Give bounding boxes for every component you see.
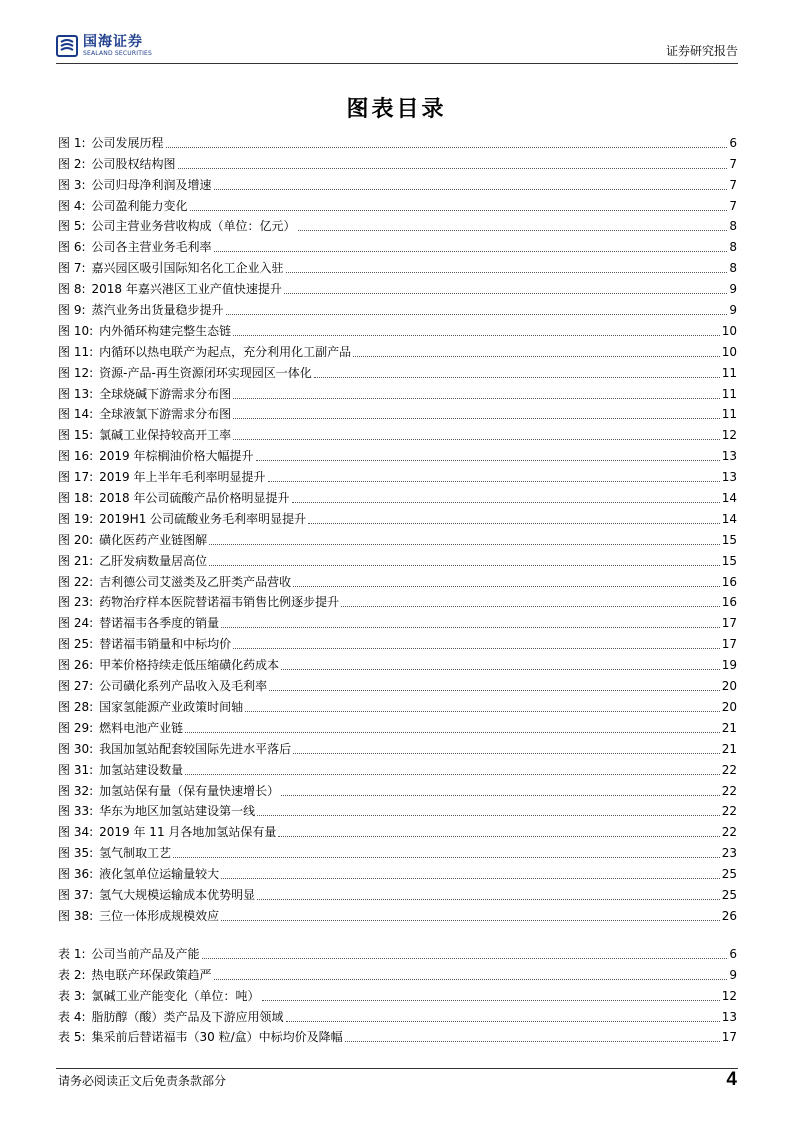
entry-label: 图 24: [58, 616, 94, 631]
figure-toc-entry[interactable] [58, 255, 737, 276]
entry-label: 图 10: [58, 323, 94, 338]
dot-leader [257, 899, 720, 900]
entry-label: 图 20: [58, 532, 94, 547]
entry-label: 图 31: [58, 762, 94, 777]
entry-title: 公司各主营业务毛利率 [91, 240, 212, 255]
footer-divider [56, 1068, 738, 1069]
entry-label: 表 5: [58, 1030, 86, 1045]
entry-page-number: 22 [721, 762, 737, 777]
entry-label: 表 4: [58, 1009, 86, 1024]
entry-page-number: 8 [729, 219, 737, 234]
dot-leader [281, 795, 720, 796]
figure-toc-entry[interactable] [58, 130, 737, 151]
entry-label: 图 2: [58, 156, 86, 171]
entry-label: 图 29: [58, 720, 94, 735]
entry-title: 全球烧碱下游需求分布图 [99, 386, 232, 401]
entry-page-number: 26 [721, 908, 737, 923]
header-divider [56, 63, 738, 64]
entry-title: 燃料电池产业链 [99, 720, 184, 735]
entry-title: 三位一体形成规模效应 [99, 908, 220, 923]
entry-label: 图 11: [58, 344, 94, 359]
entry-label: 图 3: [58, 177, 86, 192]
entry-title: 乙肝发病数量居高位 [99, 553, 208, 568]
entry-title: 氯碱工业产能变化（单位：吨） [91, 988, 260, 1003]
dot-leader [284, 293, 728, 294]
dot-leader [286, 1021, 720, 1022]
entry-label: 图 8: [58, 282, 86, 297]
entry-label: 图 9: [58, 303, 86, 318]
entry-page-number: 15 [721, 553, 737, 568]
figure-toc-entry[interactable] [58, 590, 737, 611]
entry-label: 图 35: [58, 846, 94, 861]
figure-toc-entry[interactable] [58, 339, 737, 360]
dot-leader [268, 481, 720, 482]
dot-leader [269, 690, 720, 691]
dot-leader [214, 251, 728, 252]
brand-logo [56, 34, 152, 58]
figure-toc-entry[interactable] [58, 819, 737, 840]
entry-title: 2018 年嘉兴港区工业产值快速提升 [91, 282, 282, 297]
entry-page-number: 9 [729, 282, 737, 297]
dot-leader [278, 836, 719, 837]
entry-label: 图 28: [58, 699, 94, 714]
figure-toc-entry[interactable] [58, 381, 737, 402]
figure-toc-entry[interactable] [58, 694, 737, 715]
entry-page-number: 13 [721, 470, 737, 485]
figure-toc-entry[interactable] [58, 736, 737, 757]
entry-label: 图 34: [58, 825, 94, 840]
dot-leader [209, 544, 720, 545]
entry-label: 图 37: [58, 887, 94, 902]
entry-title: 公司当前产品及产能 [91, 946, 200, 961]
entry-page-number: 8 [729, 261, 737, 276]
figure-toc-entry[interactable] [58, 882, 737, 903]
figure-toc-entry[interactable] [58, 569, 737, 590]
table-index-list [58, 941, 737, 1045]
entry-label: 图 1: [58, 135, 86, 150]
entry-label: 图 5: [58, 219, 86, 234]
figure-toc-entry[interactable] [58, 757, 737, 778]
entry-title: 氢气制取工艺 [99, 846, 172, 861]
entry-title: 内外循环构建完整生态链 [99, 323, 232, 338]
figure-index-list [58, 130, 737, 924]
entry-label: 图 23: [58, 595, 94, 610]
entry-page-number: 20 [721, 679, 737, 694]
entry-label: 图 26: [58, 658, 94, 673]
entry-page-number: 6 [729, 135, 737, 150]
entry-label: 图 33: [58, 804, 94, 819]
entry-label: 表 3: [58, 988, 86, 1003]
entry-label: 图 16: [58, 449, 94, 464]
dot-leader [293, 753, 720, 754]
entry-title: 我国加氢站配套较国际先进水平落后 [99, 741, 292, 756]
entry-label: 图 6: [58, 240, 86, 255]
entry-page-number: 21 [721, 720, 737, 735]
entry-title: 吉利德公司艾滋类及乙肝类产品营收 [99, 574, 292, 589]
entry-title: 华东为地区加氢站建设第一线 [99, 804, 256, 819]
entry-page-number: 11 [721, 407, 737, 422]
entry-title: 药物治疗样本医院替诺福韦销售比例逐步提升 [99, 595, 340, 610]
entry-label: 图 19: [58, 511, 94, 526]
dot-leader [245, 711, 720, 712]
entry-label: 图 4: [58, 198, 86, 213]
entry-title: 替诺福韦各季度的销量 [99, 616, 220, 631]
figure-toc-entry[interactable] [58, 297, 737, 318]
entry-label: 图 13: [58, 386, 94, 401]
entry-page-number: 17 [721, 1030, 737, 1045]
entry-title: 全球液氯下游需求分布图 [99, 407, 232, 422]
dot-leader [233, 648, 720, 649]
entry-page-number: 17 [721, 637, 737, 652]
figure-toc-entry[interactable] [58, 778, 737, 799]
entry-label: 图 21: [58, 553, 94, 568]
entry-page-number: 22 [721, 783, 737, 798]
dot-leader [233, 439, 720, 440]
entry-page-number: 25 [721, 867, 737, 882]
entry-title: 2019 年 11 月各地加氢站保有量 [99, 825, 277, 840]
dot-leader [308, 523, 720, 524]
entry-label: 图 27: [58, 679, 94, 694]
entry-title: 2018 年公司硫酸产品价格明显提升 [99, 491, 290, 506]
dot-leader [341, 606, 720, 607]
dot-leader [298, 230, 728, 231]
dot-leader [209, 565, 720, 566]
figure-toc-entry[interactable] [58, 443, 737, 464]
dot-leader [214, 979, 728, 980]
entry-title: 2019 年上半年毛利率明显提升 [99, 470, 266, 485]
entry-title: 资源-产品-再生资源闭环实现园区一体化 [99, 365, 312, 380]
figure-toc-entry[interactable] [58, 903, 737, 924]
dot-leader [214, 189, 728, 190]
figure-toc-entry[interactable] [58, 234, 737, 255]
entry-title: 磺化医药产业链图解 [99, 532, 208, 547]
figure-toc-entry[interactable] [58, 276, 737, 297]
entry-title: 氢气大规模运输成本优势明显 [99, 887, 256, 902]
figure-toc-entry[interactable] [58, 193, 737, 214]
entry-page-number: 12 [721, 428, 737, 443]
entry-title: 集采前后替诺福韦（30 粒/盒）中标均价及降幅 [91, 1030, 343, 1045]
entry-page-number: 6 [729, 946, 737, 961]
figure-toc-entry[interactable] [58, 464, 737, 485]
entry-page-number: 11 [721, 386, 737, 401]
entry-page-number: 22 [721, 804, 737, 819]
entry-label: 图 25: [58, 637, 94, 652]
entry-page-number: 13 [721, 449, 737, 464]
entry-label: 表 2: [58, 967, 86, 982]
figure-toc-entry[interactable] [58, 172, 737, 193]
entry-title: 脂肪醇（酸）类产品及下游应用领域 [91, 1009, 284, 1024]
entry-page-number: 17 [721, 616, 737, 631]
table-toc-entry[interactable] [58, 941, 737, 962]
figure-toc-entry[interactable] [58, 151, 737, 172]
dot-leader [185, 774, 720, 775]
entry-page-number: 7 [729, 177, 737, 192]
entry-page-number: 7 [729, 156, 737, 171]
entry-page-number: 19 [721, 658, 737, 673]
dot-leader [262, 1000, 720, 1001]
entry-page-number: 23 [721, 846, 737, 861]
entry-title: 公司盈利能力变化 [91, 198, 188, 213]
figure-toc-entry[interactable] [58, 840, 737, 861]
entry-title: 公司磺化系列产品收入及毛利率 [99, 679, 268, 694]
entry-title: 嘉兴园区吸引国际知名化工企业入驻 [91, 261, 284, 276]
table-toc-entry[interactable] [58, 1025, 737, 1046]
figure-toc-entry[interactable] [58, 652, 737, 673]
figure-toc-entry[interactable] [58, 360, 737, 381]
dot-leader [185, 732, 720, 733]
table-toc-entry[interactable] [58, 983, 737, 1004]
figure-toc-entry[interactable] [58, 799, 737, 820]
figure-toc-entry[interactable] [58, 715, 737, 736]
figure-toc-entry[interactable] [58, 527, 737, 548]
entry-page-number: 16 [721, 595, 737, 610]
entry-label: 图 30: [58, 741, 94, 756]
entry-title: 公司发展历程 [91, 135, 164, 150]
entry-page-number: 11 [721, 365, 737, 380]
dot-leader [190, 210, 728, 211]
table-toc-entry[interactable] [58, 1004, 737, 1025]
dot-leader [221, 920, 720, 921]
dot-leader [173, 857, 720, 858]
entry-page-number: 14 [721, 511, 737, 526]
footer-disclaimer: 请务必阅读正文后免责条款部分 [58, 1074, 227, 1088]
page-title: 图表目录 [346, 97, 447, 122]
entry-title: 国家氢能源产业政策时间轴 [99, 699, 244, 714]
brand-name-cn: 国海证券 [83, 34, 143, 50]
dot-leader [233, 398, 720, 399]
entry-page-number: 14 [721, 491, 737, 506]
page-header [56, 34, 738, 64]
entry-page-number: 20 [721, 699, 737, 714]
entry-label: 图 14: [58, 407, 94, 422]
entry-label: 图 7: [58, 261, 86, 276]
entry-label: 图 17: [58, 470, 94, 485]
entry-label: 图 22: [58, 574, 94, 589]
entry-title: 2019 年棕榈油价格大幅提升 [99, 449, 254, 464]
entry-title: 内循环以热电联产为起点，充分利用化工副产品 [99, 344, 352, 359]
entry-page-number: 13 [721, 1009, 737, 1024]
entry-page-number: 15 [721, 532, 737, 547]
figure-toc-entry[interactable] [58, 610, 737, 631]
entry-label: 表 1: [58, 946, 86, 961]
entry-label: 图 38: [58, 908, 94, 923]
brand-name-en: SEALAND SECURITIES [83, 50, 153, 57]
dot-leader [166, 147, 728, 148]
entry-title: 公司股权结构图 [91, 156, 176, 171]
entry-title: 替诺福韦销量和中标均价 [99, 637, 232, 652]
entry-title: 加氢站建设数量 [99, 762, 184, 777]
entry-label: 图 12: [58, 365, 94, 380]
entry-page-number: 9 [729, 303, 737, 318]
figure-toc-entry[interactable] [58, 631, 737, 652]
figure-toc-entry[interactable] [58, 214, 737, 235]
dot-leader [257, 815, 720, 816]
entry-title: 热电联产环保政策趋严 [91, 967, 212, 982]
figure-toc-entry[interactable] [58, 318, 737, 339]
entry-page-number: 7 [729, 198, 737, 213]
dot-leader [233, 418, 720, 419]
figure-toc-entry[interactable] [58, 506, 737, 527]
entry-label: 图 32: [58, 783, 94, 798]
table-toc-entry[interactable] [58, 962, 737, 983]
entry-page-number: 10 [721, 323, 737, 338]
entry-label: 图 15: [58, 428, 94, 443]
entry-title: 加氢站保有量（保有量快速增长） [99, 783, 280, 798]
entry-title: 公司归母净利润及增速 [91, 177, 212, 192]
figure-toc-entry[interactable] [58, 673, 737, 694]
entry-title: 2019H1 公司硫酸业务毛利率明显提升 [99, 511, 307, 526]
sealand-logo-icon [56, 34, 78, 58]
entry-label: 图 36: [58, 867, 94, 882]
entry-page-number: 16 [721, 574, 737, 589]
dot-leader [202, 958, 728, 959]
entry-label: 图 18: [58, 491, 94, 506]
figure-toc-entry[interactable] [58, 485, 737, 506]
entry-page-number: 9 [729, 967, 737, 982]
entry-title: 甲苯价格持续走低压缩磺化药成本 [99, 658, 280, 673]
dot-leader [233, 335, 720, 336]
entry-page-number: 8 [729, 240, 737, 255]
dot-leader [256, 460, 720, 461]
figure-toc-entry[interactable] [58, 402, 737, 423]
dot-leader [221, 878, 720, 879]
dot-leader [221, 627, 720, 628]
dot-leader [292, 502, 720, 503]
dot-leader [286, 272, 728, 273]
report-type-label: 证券研究报告 [665, 44, 738, 58]
dot-leader [178, 168, 728, 169]
figure-toc-entry[interactable] [58, 548, 737, 569]
dot-leader [281, 669, 720, 670]
dot-leader [353, 356, 720, 357]
figure-toc-entry[interactable] [58, 861, 737, 882]
entry-page-number: 21 [721, 741, 737, 756]
entry-title: 液化氢单位运输量较大 [99, 867, 220, 882]
entry-title: 蒸汽业务出货量稳步提升 [91, 303, 224, 318]
entry-title: 公司主营业务营收构成（单位：亿元） [91, 219, 296, 234]
dot-leader [226, 314, 728, 315]
figure-toc-entry[interactable] [58, 422, 737, 443]
dot-leader [345, 1041, 720, 1042]
dot-leader [314, 377, 720, 378]
entry-page-number: 10 [721, 344, 737, 359]
entry-page-number: 25 [721, 887, 737, 902]
dot-leader [293, 586, 720, 587]
entry-title: 氯碱工业保持较高开工率 [99, 428, 232, 443]
page-number: 4 [726, 1069, 737, 1090]
entry-page-number: 12 [721, 988, 737, 1003]
entry-page-number: 22 [721, 825, 737, 840]
